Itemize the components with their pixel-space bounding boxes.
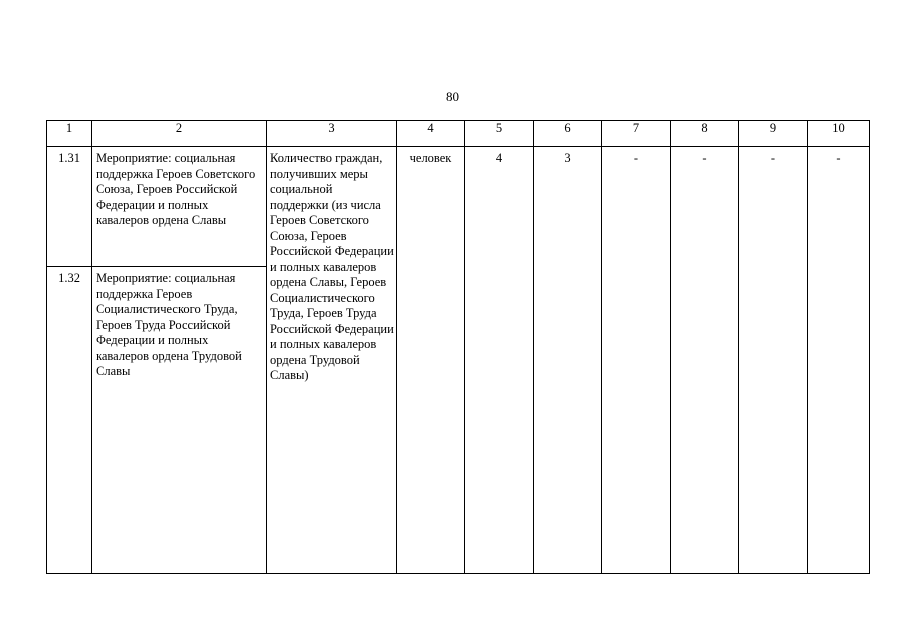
value-col-5: 4 [465,147,534,574]
column-header-6: 6 [534,121,602,147]
event-description: Мероприятие: социальная поддержка Героев Советского Союза, Героев Российской Федерации и полных кавалеров ордена Славы [92,147,267,267]
event-description: Мероприятие: социальная поддержка Героев Социалистического Труда, Героев Труда Российской Федерации и полных кавалеров ордена Трудовой Славы [92,267,267,574]
table-row [47,147,870,267]
page-number: 80 [446,89,459,104]
column-header-5: 5 [465,121,534,147]
column-header-10: 10 [808,121,870,147]
row-number: 1.31 [47,147,92,267]
data-table [46,120,870,574]
row-number: 1.32 [47,267,92,574]
table-header-row [47,121,870,147]
column-header-1: 1 [47,121,92,147]
column-header-7: 7 [602,121,671,147]
value-col-7: - [602,147,671,574]
column-header-4: 4 [397,121,465,147]
value-col-6: 3 [534,147,602,574]
column-header-2: 2 [92,121,267,147]
indicator-description: Количество граждан, получивших меры социальной поддержки (из числа Героев Советского Союза, Героев Российской Федерации и полных кавалеров ордена Славы, Героев Социалистического Труда, Героев Труда Российской Федерации и полных кавалеров ордена Трудовой Славы) [267,147,397,574]
column-header-3: 3 [267,121,397,147]
unit-of-measure: человек [397,147,465,574]
column-header-9: 9 [739,121,808,147]
value-col-8: - [671,147,739,574]
column-header-8: 8 [671,121,739,147]
value-col-9: - [739,147,808,574]
value-col-10: - [808,147,870,574]
